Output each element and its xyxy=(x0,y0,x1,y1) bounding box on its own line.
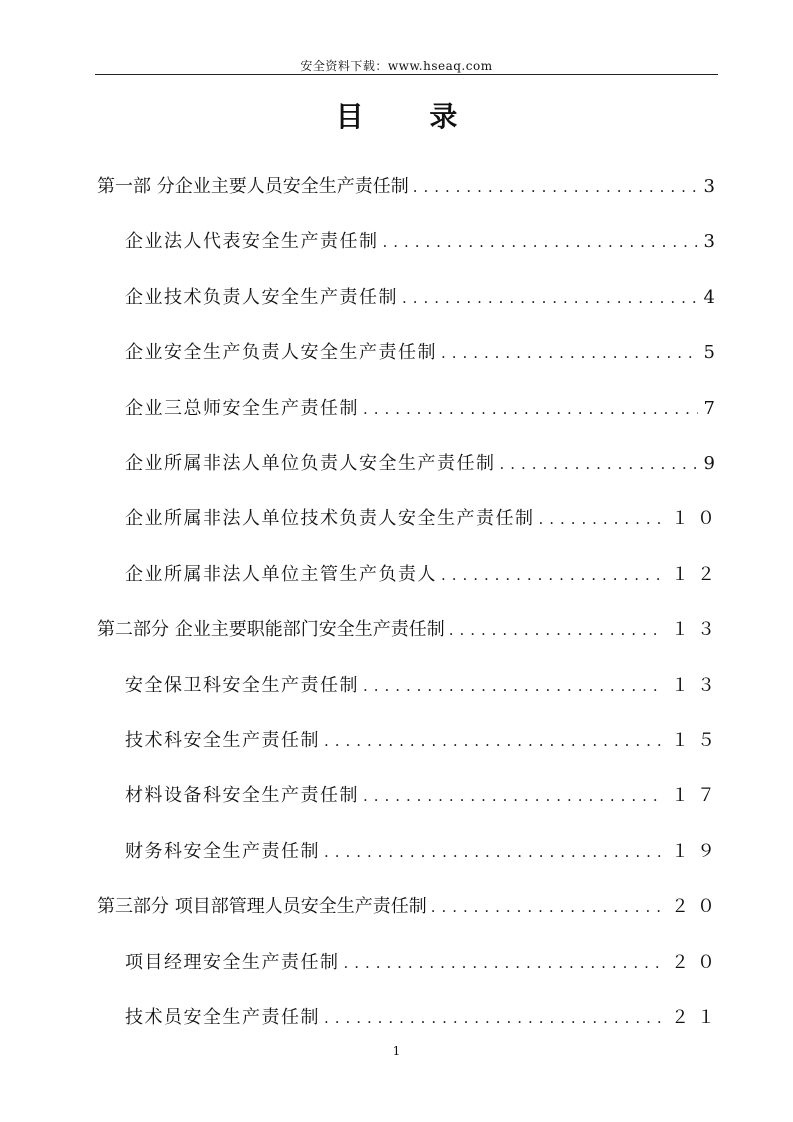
toc-entry-label: 技术员安全生产责任制 xyxy=(125,1007,320,1028)
toc-entry[interactable] xyxy=(125,726,723,756)
toc-entry-label: 企业所属非法人单位负责人安全生产责任制 xyxy=(125,453,496,474)
toc-dot-leader xyxy=(324,843,665,861)
toc-entry[interactable] xyxy=(125,338,723,368)
toc-entry-page: ２０ xyxy=(671,951,723,973)
toc-dot-leader xyxy=(500,455,698,473)
toc-dot-leader xyxy=(363,400,698,418)
toc-entry-page: １９ xyxy=(671,840,723,862)
toc-entry-label: 第二部分 企业主要职能部门安全生产责任制 xyxy=(97,619,445,641)
page-number: 1 xyxy=(392,1044,401,1058)
toc-entry[interactable] xyxy=(125,504,723,534)
toc-entry-page: 4 xyxy=(703,286,723,308)
toc-dot-leader xyxy=(441,566,665,584)
toc-entry-page: 7 xyxy=(703,397,723,419)
toc-dot-leader xyxy=(441,344,698,362)
toc-entry[interactable] xyxy=(125,283,723,313)
toc-entry-page: 3 xyxy=(703,176,723,197)
toc-entry[interactable] xyxy=(97,615,723,645)
toc-entry[interactable] xyxy=(125,449,723,479)
toc-dot-leader xyxy=(324,1009,665,1027)
toc-entry-label: 企业法人代表安全生产责任制 xyxy=(125,231,379,253)
toc-entry-label: 第三部分 项目部管理人员安全生产责任制 xyxy=(97,896,427,918)
toc-entry-label: 技术科安全生产责任制 xyxy=(125,730,320,751)
toc-dot-leader xyxy=(324,732,665,750)
toc-entry-label: 第一部 分企业主要人员安全生产责任制 xyxy=(97,176,409,197)
toc-entry[interactable] xyxy=(125,837,723,867)
toc-entry-label: 企业所属非法人单位技术负责人安全生产责任制 xyxy=(125,508,535,530)
toc-entry-label: 安全保卫科安全生产责任制 xyxy=(125,674,359,696)
toc-dot-leader xyxy=(449,621,665,639)
toc-entry-label: 企业三总师安全生产责任制 xyxy=(125,397,359,419)
toc-entry[interactable] xyxy=(97,892,723,922)
toc-entry-page: 3 xyxy=(703,231,723,253)
toc-entry[interactable] xyxy=(125,227,723,257)
toc-entry-label: 财务科安全生产责任制 xyxy=(125,840,320,862)
toc-entry-label: 项目经理安全生产责任制 xyxy=(125,951,340,973)
toc-entry[interactable] xyxy=(125,671,723,701)
toc-dot-leader xyxy=(344,954,666,972)
toc-dot-leader xyxy=(363,787,665,805)
toc-entry[interactable] xyxy=(125,394,723,424)
toc-dot-leader xyxy=(539,510,666,528)
toc-entry-page: １３ xyxy=(671,619,723,641)
toc-entry-page: １７ xyxy=(671,785,723,807)
toc-entry-page: １０ xyxy=(671,508,723,530)
toc-entry[interactable] xyxy=(125,1003,723,1033)
toc-entry-label: 企业安全生产负责人安全生产责任制 xyxy=(125,342,437,364)
toc-entry[interactable] xyxy=(125,560,723,590)
toc-dot-leader xyxy=(383,233,698,251)
toc-entry[interactable] xyxy=(125,781,723,811)
toc-dot-leader xyxy=(363,677,665,695)
header-rule xyxy=(95,74,718,75)
toc-entry-page: 9 xyxy=(703,453,723,474)
page-header: 安全资料下载：www.hseaq.com xyxy=(300,59,493,73)
toc-entry[interactable] xyxy=(97,172,723,202)
toc-entry-page: ２０ xyxy=(671,896,723,918)
toc-entry-label: 企业技术负责人安全生产责任制 xyxy=(125,286,398,308)
toc-title: 目 录 xyxy=(335,100,486,133)
toc-entry-page: ２１ xyxy=(671,1007,723,1028)
toc-entry-page: １３ xyxy=(671,674,723,696)
toc-entry-page: １５ xyxy=(671,730,723,751)
toc-entry-page: １２ xyxy=(671,563,723,585)
toc-entry[interactable] xyxy=(125,948,723,978)
toc-dot-leader xyxy=(413,178,698,196)
toc-entry-page: 5 xyxy=(703,342,723,364)
toc-dot-leader xyxy=(402,289,698,307)
toc-entry-label: 材料设备科安全生产责任制 xyxy=(125,785,359,807)
toc-dot-leader xyxy=(431,898,665,916)
toc-entry-label: 企业所属非法人单位主管生产负责人 xyxy=(125,563,437,585)
